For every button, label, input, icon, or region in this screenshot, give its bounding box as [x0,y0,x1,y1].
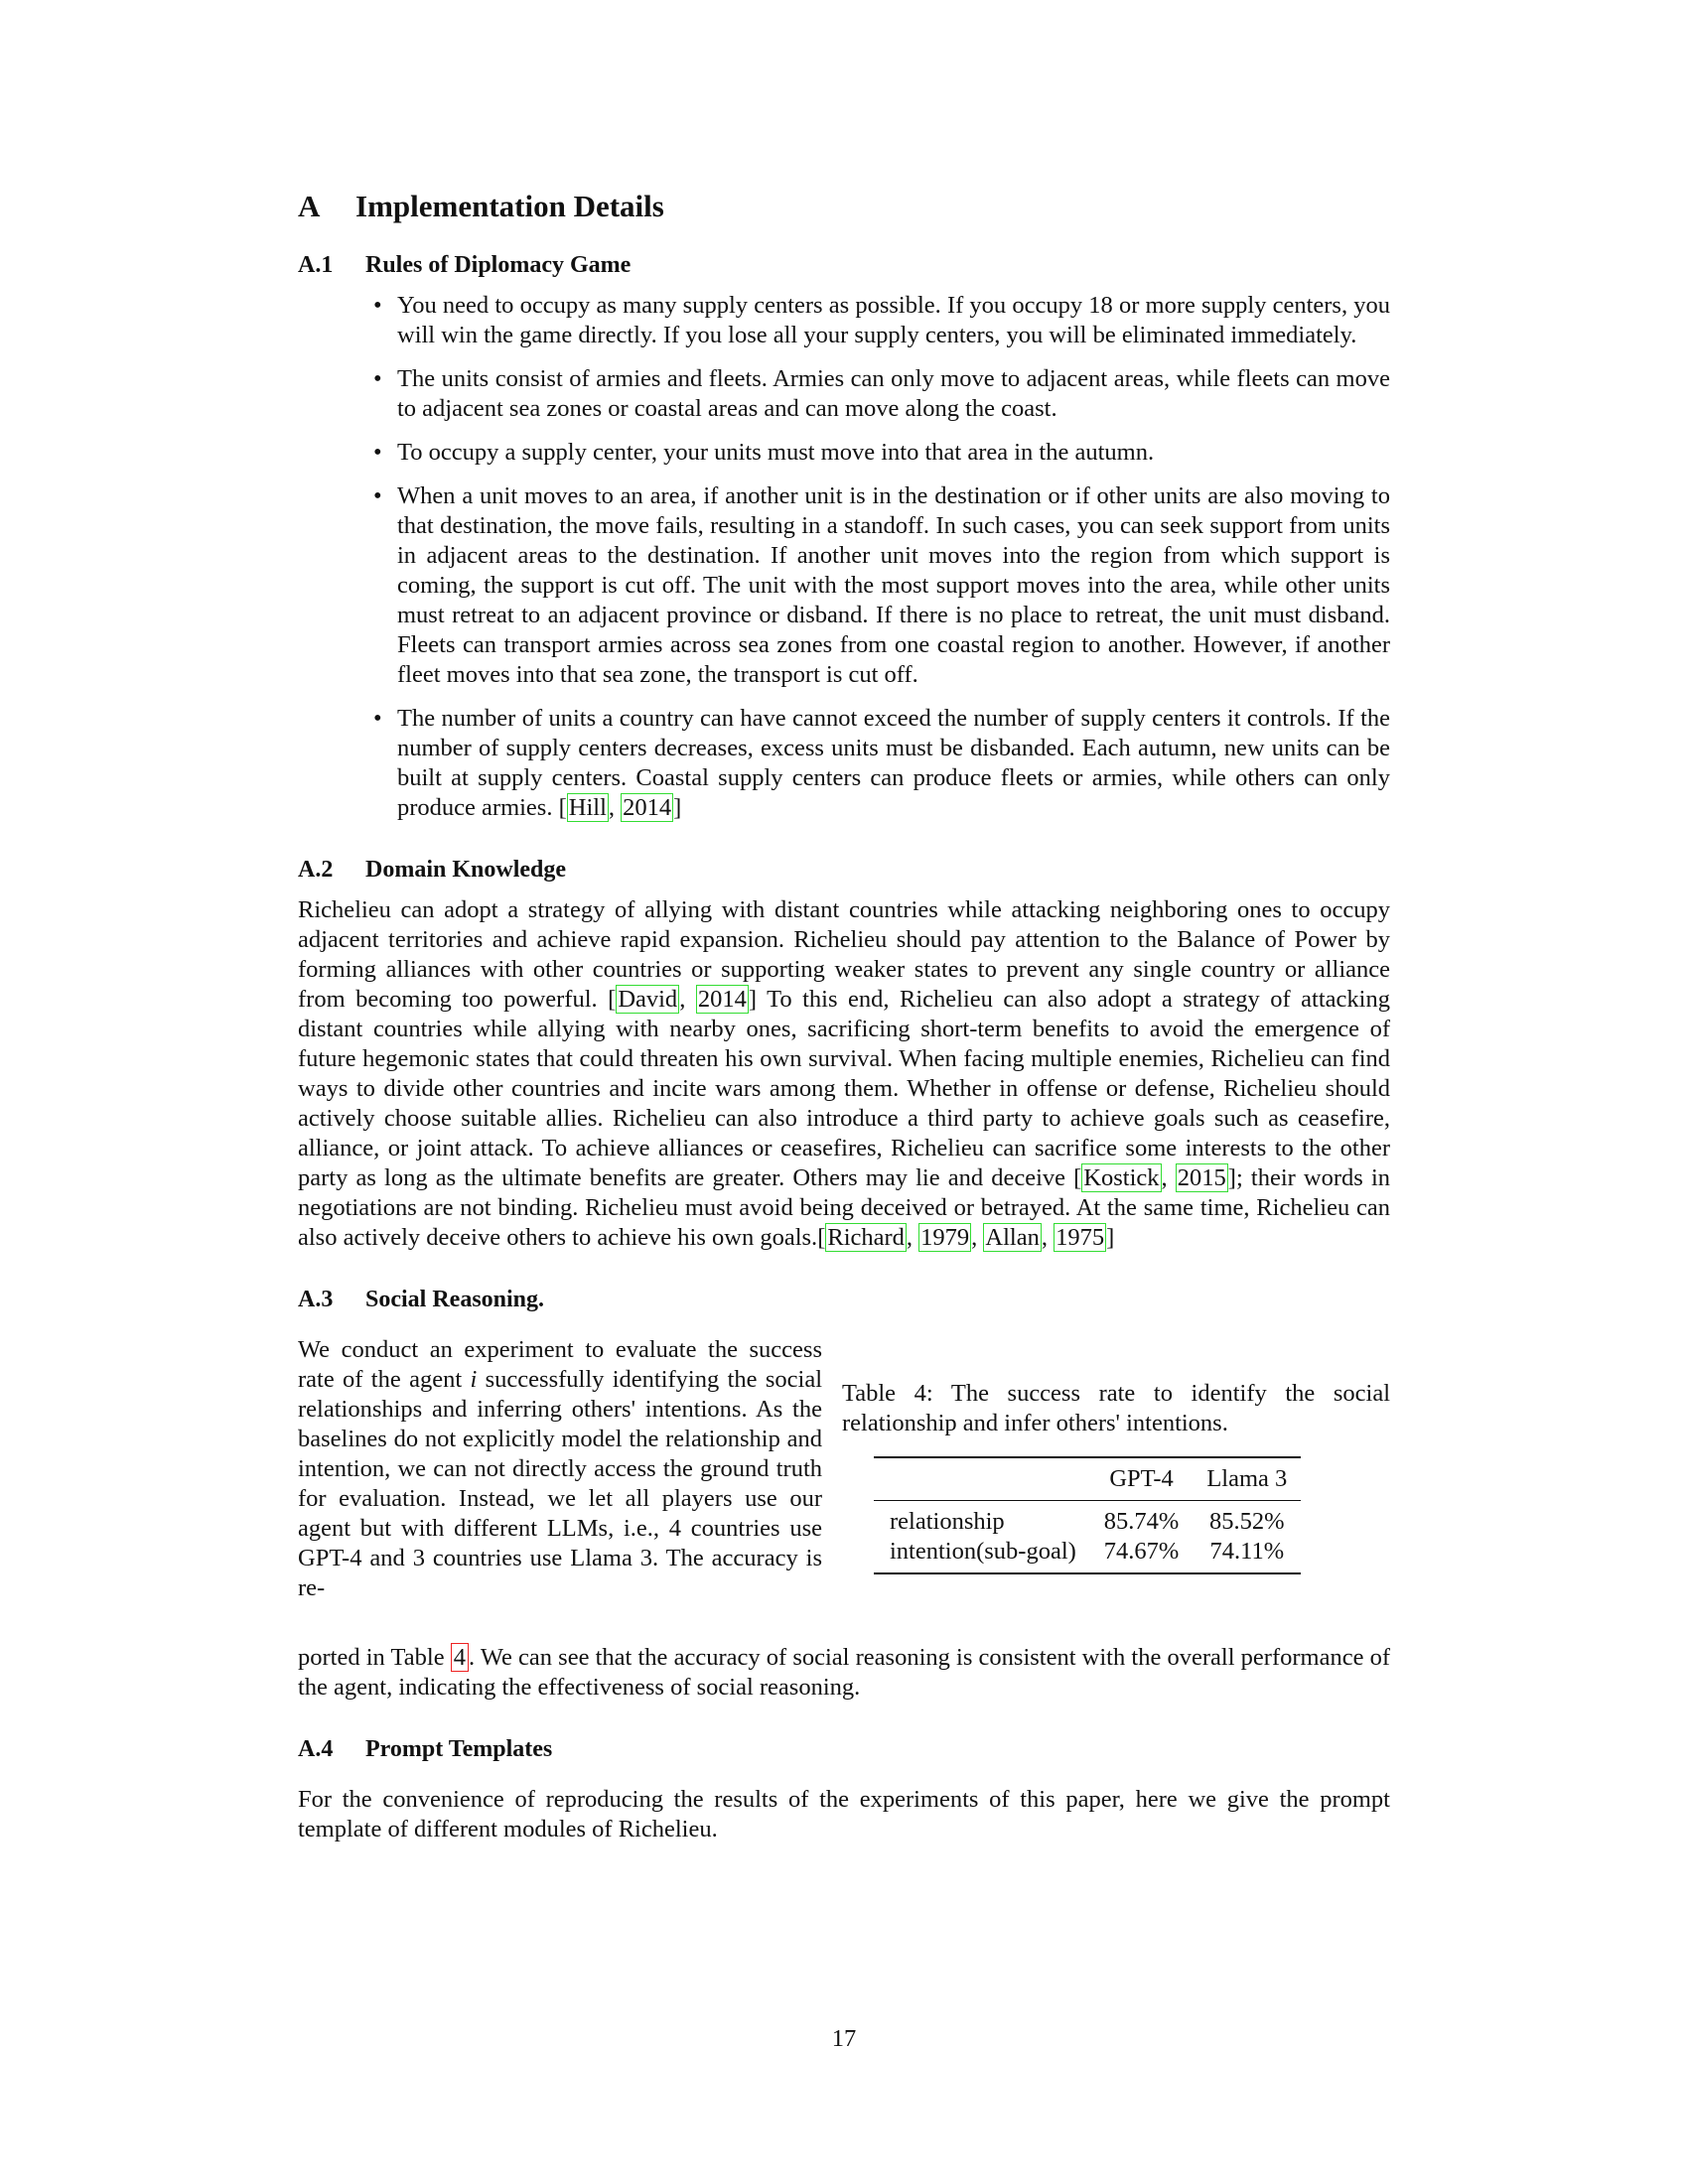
subsection-number: A.3 [298,1287,334,1312]
citation-link[interactable]: Richard [827,1224,905,1251]
citation-link[interactable]: 2014 [623,794,672,821]
results-table [874,1456,1301,1574]
page-number: 17 [831,2025,857,2052]
column-header: Llama 3 [1206,1465,1288,1492]
subsection-number: A.2 [298,857,334,883]
citation-link[interactable]: David [618,986,678,1013]
subsection-title: Social Reasoning. [365,1287,545,1312]
rules-list [298,291,1390,823]
paragraph: We conduct an experiment to evaluate the success rate of the agent i successfully identifying the social relationships and inferring others' intentions. As the baselines do not explicitly model the relationship and intention, we can not directly access the ground truth for evaluation. Instead, we let all players use our agent but with different LLMs, i.e., 4 countries use GPT-4 and 3 countries use Llama 3. The accuracy is re- [298,1336,823,1601]
citation-link[interactable]: Allan [985,1224,1040,1251]
table-row: relationship 85.74% 85.52% [890,1508,1285,1535]
subsection-a4 [298,1736,1390,1844]
table-caption: Table 4: The success rate to identify the social relationship and infer others' intentions. [842,1380,1390,1436]
citation-link[interactable]: 2014 [697,986,747,1013]
subsection-heading-a4 [298,1736,1390,1763]
table-reference-link[interactable]: 4 [451,1643,469,1672]
subsection-number: A.4 [298,1736,334,1762]
paragraph: For the convenience of reproducing the results of the experiments of this paper, here we give the prompt template of different modules of Richelieu. [298,1786,1390,1843]
subsection-title: Domain Knowledge [365,857,567,883]
citation-link[interactable]: 1975 [1055,1224,1105,1251]
list-item: • To occupy a supply center, your units must move into that area in the autumn. [397,438,1390,468]
paragraph: Richelieu can adopt a strategy of allying with distant countries while attacking neighboring ones to occupy adjacent territories and achieve rapid expansion. Richelieu should pay attention to the Balance of Power by forming alliances with other countries or supporting weaker states to prevent any single country or alliance from becoming too powerful. [David, 2014] To this end, Richelieu can also adopt a strategy of attacking distant countries while allying with nearby ones, sacrificing short-term benefits to avoid the emergence of future hegemonic states that could threaten his own survival. When facing multiple enemies, Richelieu can find ways to divide other countries and incite wars among them. Whether in offense or defense, Richelieu should actively choose suitable allies. Richelieu can also introduce a third party to achieve goals such as ceasefire, alliance, or joint attack. To achieve alliances or ceasefires, Richelieu can sacrifice some interests to the other party as long as the ultimate benefits are greater. Others may lie and deceive [Kostick, 2015]; their words in negotiations are not binding. Richelieu must avoid being deceived or betrayed. At the same time, Richelieu can also actively deceive others to achieve his own goals.[Richard, 1979, Allan, 1975] [298,896,1391,1251]
list-item: • The number of units a country can have cannot exceed the number of supply centers it controls. If the number of supply centers decreases, excess units must be disbanded. Each autumn, new units can be built at supply centers. Coastal supply centers can produce fleets or armies, while others can only produce armies. [Hill, 2014] [397,704,1390,823]
table-float [842,1379,1390,1574]
paragraph-continuation: ported in Table 4 . We can see that the accuracy of social reasoning is consistent with the overall performance of the agent, indicating the effectiveness of social reasoning. [298,1644,1391,1701]
section-heading-a [298,189,1390,224]
subsection-a3 [298,1287,1390,1703]
citation-link[interactable]: 1979 [920,1224,970,1251]
subsection-a1 [298,252,1390,823]
citation-link[interactable]: Hill [568,794,607,821]
subsection-number: A.1 [298,252,334,278]
list-item: • When a unit moves to an area, if another unit is in the destination or if other units are also moving to that destination, the move fails, resulting in a standoff. In such cases, you can seek support from units in adjacent areas to the destination. If another unit moves into the region from which support is coming, the support is cut off. The unit with the most support moves into the area, while other units must retreat to an adjacent province or disband. If there is no place to retreat, the unit must disband. Fleets can transport armies across sea zones from one coastal region to another. However, if another fleet moves into that sea zone, the transport is cut off. [397,481,1390,690]
section-number: A [298,189,321,223]
list-item: • You need to occupy as many supply centers as possible. If you occupy 18 or more supply centers, you will win the game directly. If you lose all your supply centers, you will be eliminated immediately. [397,291,1390,350]
table-header-row [874,1457,1301,1501]
section-title: Implementation Details [355,189,664,223]
subsection-heading-a3 [298,1287,1390,1313]
citation-link[interactable]: 2015 [1177,1164,1226,1191]
subsection-heading-a1 [298,252,1390,279]
list-item: • The units consist of armies and fleets. Armies can only move to adjacent areas, while fleets can move to adjacent sea zones or coastal areas and can move along the coast. [397,364,1390,424]
citation-link[interactable]: Kostick [1083,1164,1160,1191]
math-variable: i [470,1366,478,1393]
wrapped-figure-block [298,1335,1390,1643]
subsection-a2 [298,857,1390,1253]
column-header: GPT-4 [1109,1465,1174,1492]
table-row: intention(sub-goal) 74.67% 74.11% [874,1537,1301,1573]
subsection-title: Rules of Diplomacy Game [365,252,632,278]
subsection-title: Prompt Templates [365,1736,553,1762]
subsection-heading-a2 [298,857,1390,884]
paper-page [298,189,1390,1878]
